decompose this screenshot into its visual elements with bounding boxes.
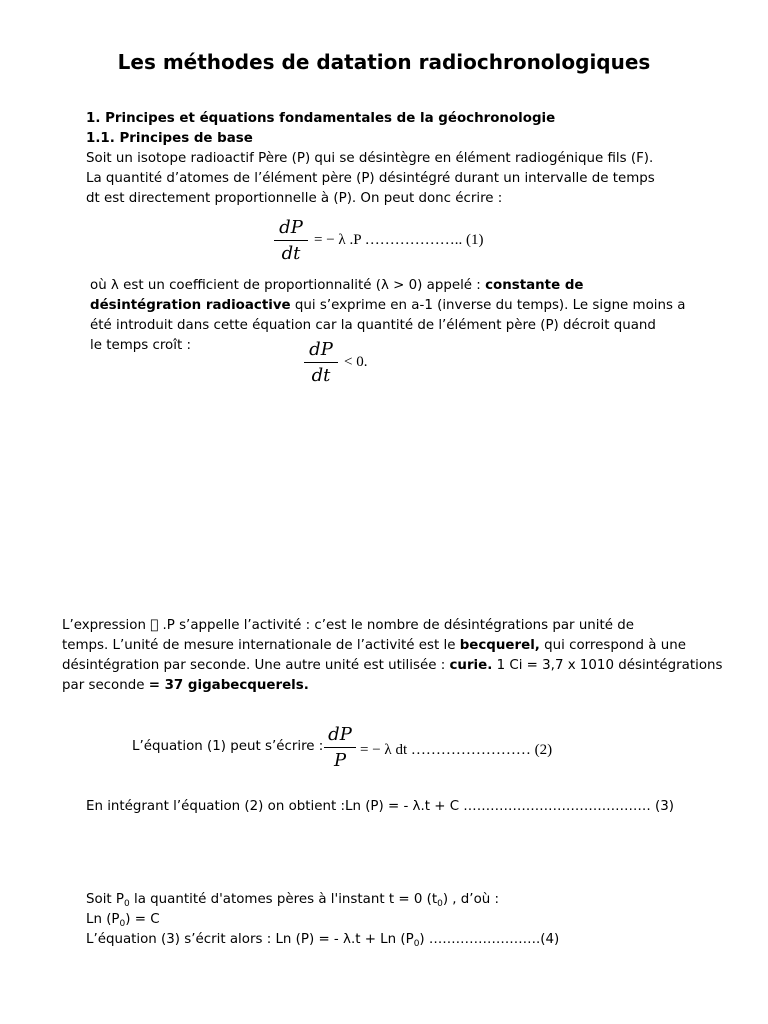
equation-1-rhs: = − λ .P ……………….. (1) xyxy=(314,232,484,248)
page-title: Les méthodes de datation radiochronologiques xyxy=(117,50,651,74)
p0-line-1-b: la quantité d'atomes pères à l'instant t = 0 (t xyxy=(129,892,438,907)
p0-line-2-b: ) = C xyxy=(125,912,160,927)
section-heading-1: 1. Principes et équations fondamentales de la géochronologie xyxy=(86,111,556,126)
p0-line-1-a: Soit P xyxy=(86,892,124,907)
intro-line-2: La quantité d’atomes de l’élément père (P) désintégré durant un intervalle de temps xyxy=(86,171,655,186)
equation-1-denominator: dt xyxy=(281,243,301,264)
lambda-term-part-1: constante de xyxy=(485,278,584,293)
curie-term: curie. xyxy=(449,658,493,673)
subscript-zero: 0 xyxy=(124,899,130,909)
gigabecquerels-term: = 37 gigabecquerels. xyxy=(148,678,309,693)
fraction-bar xyxy=(274,240,308,241)
subscript-zero: 0 xyxy=(119,919,126,929)
lambda-line-2 xyxy=(90,296,685,316)
inequality-denominator: dt xyxy=(311,365,331,386)
activity-line-3 xyxy=(62,656,722,676)
activity-line-2-tail: qui correspond à une xyxy=(539,638,686,653)
lambda-line-1 xyxy=(90,276,584,296)
activity-line-1: L’expression ￿ .P s’appelle l’activité : c’est le nombre de désintégrations par unité de xyxy=(62,618,634,633)
section-heading-1-1: 1.1. Principes de base xyxy=(86,131,253,146)
inequality-numerator: dP xyxy=(309,339,333,360)
activity-line-3-text: désintégration par seconde. Une autre unité est utilisée : xyxy=(62,658,450,673)
activity-line-3-tail: 1 Ci = 3,7 x 1010 désintégrations xyxy=(492,658,723,673)
p0-line-3 xyxy=(86,930,559,954)
p0-line-3-b: ) …………………….(4) xyxy=(419,932,560,947)
subscript-zero: 0 xyxy=(437,899,443,909)
equation-2-denominator: P xyxy=(333,750,347,771)
activity-line-4-text: par seconde xyxy=(62,678,149,693)
lambda-line-1-text: où λ est un coefficient de proportionnalité (λ > 0) appelé : xyxy=(90,278,486,293)
equation-1-numerator: dP xyxy=(279,217,303,238)
p0-line-3-a: L’équation (3) s’écrit alors : Ln (P) = - λ.t + Ln (P xyxy=(86,932,414,947)
inequality-rhs: < 0. xyxy=(344,354,368,370)
activity-line-2-text: temps. L’unité de mesure internationale de l’activité est le xyxy=(62,638,460,653)
p0-line-1-c: ) , d’où : xyxy=(442,892,500,907)
equation-2-rhs: = − λ dt …………………… (2) xyxy=(360,742,553,758)
lambda-line-3: été introduit dans cette équation car la quantité de l’élément père (P) décroit quand xyxy=(90,318,656,333)
inequality-fraction xyxy=(304,339,338,386)
equation-2-label: L’équation (1) peut s’écrire : xyxy=(132,739,324,754)
activity-line-2 xyxy=(62,636,686,656)
lambda-line-4: le temps croît : xyxy=(90,338,191,353)
lambda-term-part-2: désintégration radioactive xyxy=(90,298,291,313)
equation-2-fraction xyxy=(324,724,356,771)
equation-2-numerator: dP xyxy=(328,724,352,745)
intro-line-1: Soit un isotope radioactif Père (P) qui se désintègre en élément radiogénique fils (F). xyxy=(86,151,654,166)
becquerel-term: becquerel, xyxy=(459,638,540,653)
fraction-bar xyxy=(324,747,356,748)
p0-line-2-a: Ln (P xyxy=(86,912,120,927)
activity-line-4 xyxy=(62,676,309,696)
integration-line: En intégrant l’équation (2) on obtient :Ln (P) = - λ.t + C …………………………………… (3) xyxy=(86,799,674,814)
subscript-zero: 0 xyxy=(413,939,420,949)
lambda-line-2-text: qui s’exprime en a-1 (inverse du temps). Le signe moins a xyxy=(290,298,686,313)
fraction-bar xyxy=(304,362,338,363)
equation-1-fraction xyxy=(274,217,308,264)
intro-line-3: dt est directement proportionnelle à (P). On peut donc écrire : xyxy=(86,191,503,206)
